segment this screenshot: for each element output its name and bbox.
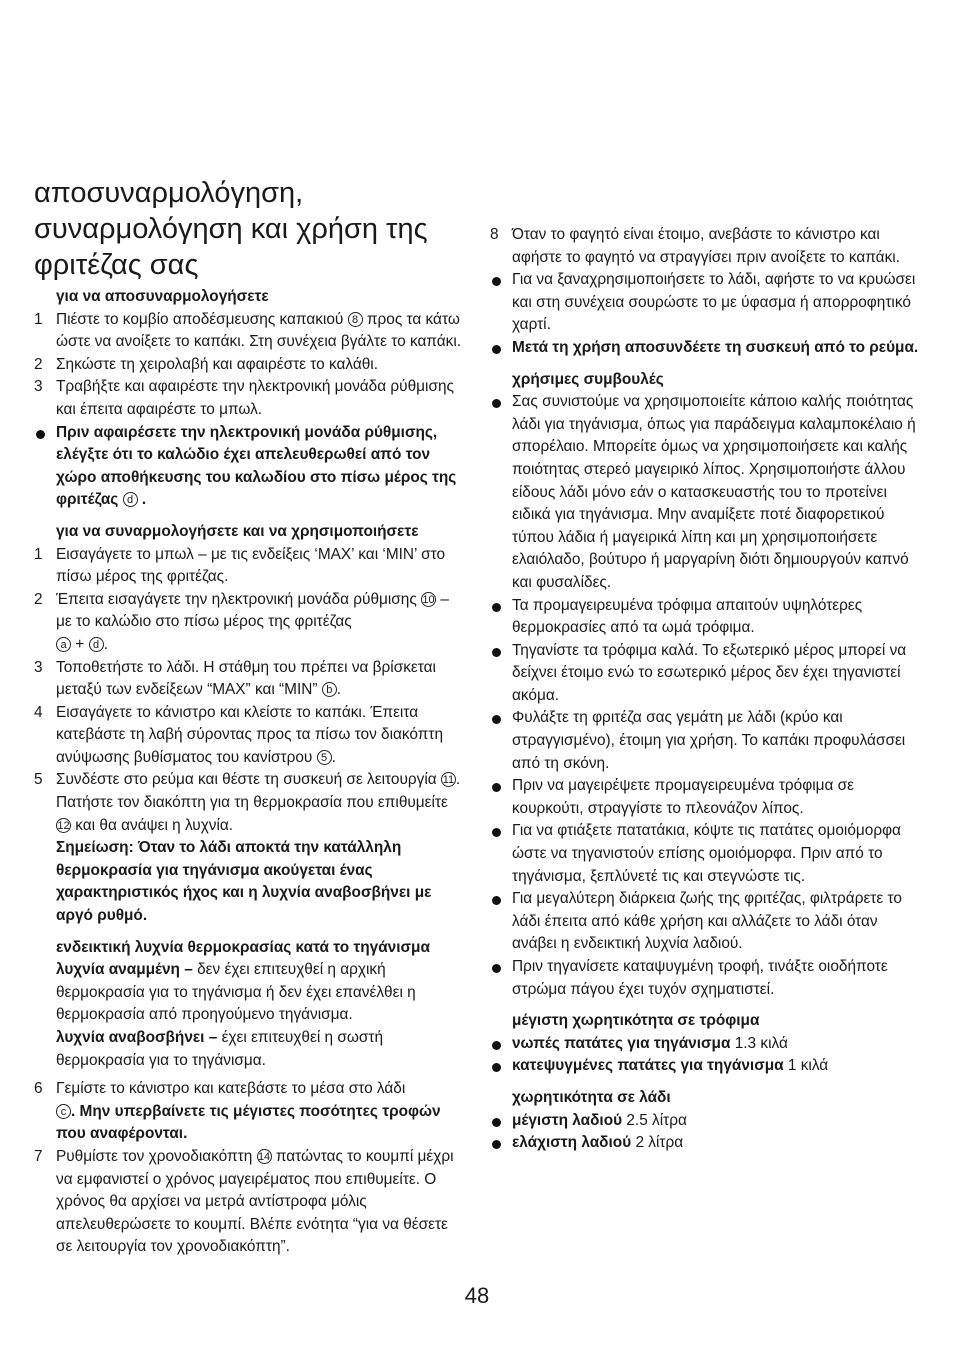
disassemble-step-1: 1 Πιέστε το κομβίο αποδέσμευσης καπακιού 8 προς τα κάτω ώστε να ανοίξετε το καπάκι. Στη συνέχεια βγάλτε το καπάκι.: [34, 310, 462, 351]
bullet-icon: [492, 345, 501, 354]
tip-item: Τηγανίστε τα τρόφιμα καλά. Το εξωτερικό μέρος μπορεί να δείχνει έτοιμο ενώ το εσωτερικό μέρος δεν έχει τηγανιστεί ακόμα.: [490, 640, 920, 708]
right-column-content: [490, 224, 920, 1155]
assemble-step-7: 7 Ρυθμίστε τον χρονοδιακόπτη 14 πατώντας το κουμπί μέχρι να εμφανιστεί ο χρόνος μαγειρέματος που επιθυμείτε. Ο χρόνος θα αρχίσει να μετρά αντίστροφα μόλις απελευθερώσετε το κουμπί. Βλέπε ενότητα “για να θέσετε σε λειτουργία τον χρονοδιακόπτη”.: [34, 1147, 454, 1256]
assemble-step-2: 2 Έπειτα εισαγάγετε την ηλεκτρονική μονάδα ρύθμισης 10 – με το καλώδιο στο πίσω μέρος της φριτέζας a + d .: [34, 590, 449, 653]
disassemble-step-3: 3 Τραβήξτε και αφαιρέστε την ηλεκτρονική μονάδα ρύθμισης και έπειτα αφαιρέστε το μπωλ.: [34, 378, 454, 418]
callout-d: d: [89, 637, 104, 652]
disassemble-step-2: 2 Σηκώστε τη χειρολαβή και αφαιρέστε το καλάθι.: [34, 355, 378, 373]
food-capacity-item: κατεψυγμένες πατάτες για τηγάνισμα 1 κιλά: [490, 1055, 920, 1078]
assemble-heading: για να συναρμολογήσετε και να χρησιμοποιήσετε: [56, 522, 419, 540]
oil-capacity-item: μέγιστη λαδιού 2.5 λίτρα: [490, 1110, 920, 1133]
oil-capacity-item: ελάχιστη λαδιού 2 λίτρα: [490, 1132, 920, 1155]
assemble-step-3: 3 Τοποθετήστε το λάδι. Η στάθμη του πρέπει να βρίσκεται μεταξύ των ενδείξεων “MAX” και “MIN” b .: [34, 658, 436, 699]
bullet-icon: [492, 828, 501, 837]
callout-5: 5: [317, 750, 332, 765]
assemble-step-1: 1 Εισαγάγετε το μπωλ – με τις ενδείξεις ‘MAX’ και ‘MIN’ στο πίσω μέρος της φριτέζας.: [34, 545, 446, 586]
bullet-icon: [492, 399, 501, 408]
tip-item: Για να φτιάξετε πατατάκια, κόψτε τις πατάτες ομοιόμορφα ώστε να τηγανιστούν επίσης ομοιόμορφα. Πριν από το τηγάνισμα, ξεπλύνετέ τις και στεγνώστε τις.: [490, 820, 920, 888]
left-column: [34, 286, 464, 1259]
bullet-icon: [492, 1041, 501, 1050]
callout-a: a: [56, 637, 71, 652]
lamp-on-text: λυχνία αναμμένη – δεν έχει επιτευχθεί η αρχική θερμοκρασία για το τηγάνισμα ή δεν έχει επανέλθει η θερμοκρασία από προηγούμενο τηγάνισμα.: [56, 961, 416, 1024]
tip-item: Τα προμαγειρευμένα τρόφιμα απαιτούν υψηλότερες θερμοκρασίες από τα ωμά τρόφιμα.: [490, 595, 920, 640]
tip-item: Πριν τηγανίσετε καταψυγμένη τροφή, τινάξτε οιοδήποτε στρώμα πάγου έχει τυχόν σχηματιστεί.: [490, 956, 920, 1001]
reuse-oil-tip: Για να ξαναχρησιμοποιήσετε το λάδι, αφήστε το να κρυώσει και στη συνέχεια σουρώστε το με ύφασμα ή απορροφητικό χαρτί.: [490, 269, 920, 337]
tip-item: Φυλάξτε τη φριτέζα σας γεμάτη με λάδι (κρύο και στραγγισμένο), έτοιμη για χρήση. Το καπάκι προφυλάσσει από τη σκόνη.: [490, 707, 920, 775]
bullet-icon: [492, 648, 501, 657]
page-title: αποσυναρμολόγηση, συναρμολόγηση και χρήση της φριτέζας σας: [34, 177, 428, 281]
page-number: 48: [464, 1283, 490, 1308]
callout-d: d: [123, 492, 138, 507]
food-capacity-heading: μέγιστη χωρητικότητα σε τρόφιμα: [512, 1012, 760, 1030]
bullet-icon: [492, 896, 501, 905]
frying-note: Σημείωση: Όταν το λάδι αποκτά την κατάλληλη θερμοκρασία για τηγάνισμα ακούγεται ένας χαρακτηριστικός ήχος και η λυχνία αναβοσβήνει με αργό ρυθμό.: [56, 839, 432, 925]
callout-11: 11: [442, 774, 455, 787]
tip-item: Πριν να μαγειρέψετε προμαγειρευμένα τρόφιμα σε κουρκούτι, στραγγίστε το πλεονάζον λίπος.: [490, 775, 920, 820]
callout-c: c: [56, 1104, 71, 1119]
assemble-step-4: 4 Εισαγάγετε το κάνιστρο και κλείστε το καπάκι. Έπειτα κατεβάστε τη λαβή σύροντας προς τα πίσω τον διακόπτη ανύψωσης βυθίσματος του κανίστρου 5 .: [34, 703, 444, 766]
disassemble-heading: για να αποσυναρμολογήσετε: [56, 288, 269, 305]
assemble-step-5: 5 Συνδέστε στο ρεύμα και θέστε τη συσκευή σε λειτουργία 11 . Πατήστε τον διακόπτη για τη θερμοκρασία που επιθυμείτε 12 και θα ανάψει η λυχνία.: [34, 771, 461, 834]
lamp-flash-text: λυχνία αναβοσβήνει – έχει επιτευχθεί η σωστή θερμοκρασία για το τηγάνισμα.: [56, 1029, 384, 1069]
oil-capacity-heading: χωρητικότητα σε λάδι: [512, 1088, 671, 1106]
bullet-icon: [492, 715, 501, 724]
disassemble-warning: Πριν αφαιρέσετε την ηλεκτρονική μονάδα ρύθμισης, ελέγξτε ότι το καλώδιο έχει απελευθερωθεί από τον χώρο αποθήκευσης του καλωδίου στο πίσω μέρος της φριτέζας d .: [34, 422, 464, 512]
bullet-icon: [492, 783, 501, 792]
tips-heading: χρήσιμες συμβουλές: [512, 370, 664, 388]
unplug-warning: Μετά τη χρήση αποσυνδέετε τη συσκευή από το ρεύμα.: [490, 337, 920, 360]
assemble-step-6: 6 Γεμίστε το κάνιστρο και κατεβάστε το μέσα στο λάδι c . Μην υπερβαίνετε τις μέγιστες ποσότητες τροφών που αναφέρονται.: [34, 1080, 441, 1143]
bullet-icon: [492, 1118, 501, 1127]
callout-8: 8: [348, 312, 363, 327]
tip-item: Σας συνιστούμε να χρησιμοποιείτε κάποιο καλής ποιότητας λάδι για τηγάνισμα, όπως για παράδειγμα καλαμποκέλαιο ή σπορέλαιο. Μπορείτε όμως να χρησιμοποιήσετε και καλής ποιότητας στερεό μαγειρικό λίπος. Χρησιμοποιήστε άλλου είδους λάδι μόνο εάν ο κατασκευαστής του το προτείνει ειδικά για τηγάνισμα. Μην αναμίξετε ποτέ διαφορετικού τύπου λάδια ή μαγειρικά λίπη και μη χρησιμοποιήσετε ελαιόλαδο, βούτυρο ή μαργαρίνη διότι δημιουργούν καπνό και φυσαλίδες.: [490, 391, 920, 594]
assemble-step-8: 8 Όταν το φαγητό είναι έτοιμο, ανεβάστε το κάνιστρο και αφήστε το φαγητό να στραγγίσει πριν ανοίξετε το καπάκι.: [490, 226, 900, 266]
food-capacity-item: νωπές πατάτες για τηγάνισμα 1.3 κιλά: [490, 1033, 920, 1056]
callout-10: 10: [422, 593, 435, 606]
callout-12: 12: [57, 819, 70, 832]
indicator-heading: ενδεικτική λυχνία θερμοκρασίας κατά το τηγάνισμα: [56, 938, 430, 956]
tip-item: Για μεγαλύτερη διάρκεια ζωής της φριτέζας, φιλτράρετε το λάδι έπειτα από κάθε χρήση και αλλάζετε το λάδι όταν ανάβει η ενδεικτική λυχνία λαδιού.: [490, 888, 920, 956]
bullet-icon: [492, 964, 501, 973]
callout-b: b: [322, 682, 337, 697]
callout-14: 14: [257, 1150, 271, 1163]
bullet-icon: [492, 1140, 501, 1149]
bullet-icon: [492, 603, 501, 612]
bullet-icon: [492, 1063, 501, 1072]
bullet-icon: [36, 430, 45, 439]
bullet-icon: [492, 277, 501, 286]
